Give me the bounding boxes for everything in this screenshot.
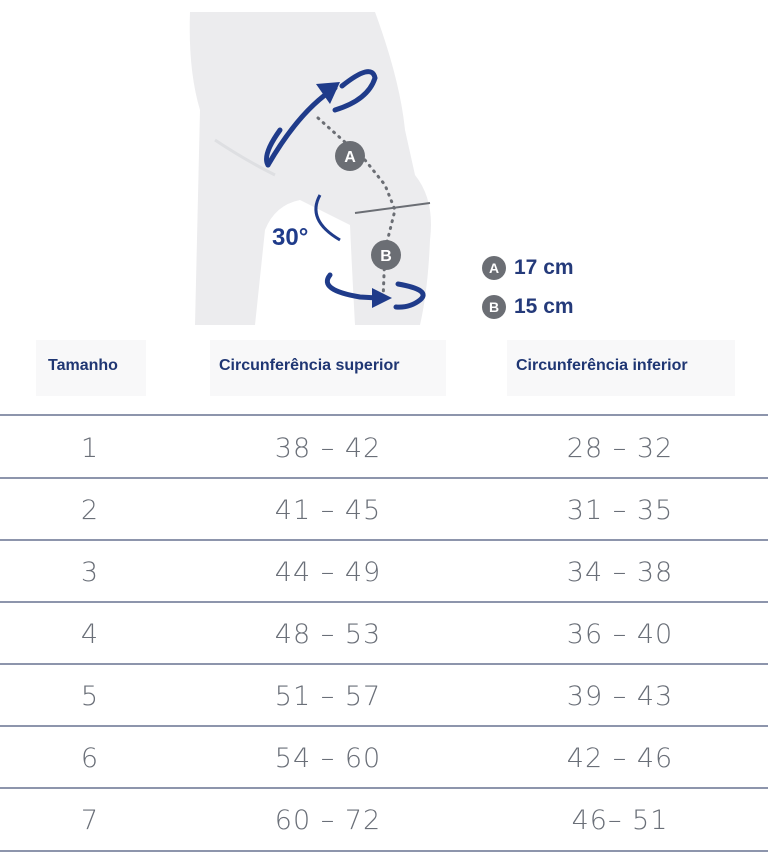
size-cell: 7 bbox=[80, 805, 100, 836]
leg-silhouette bbox=[190, 12, 431, 325]
upper-cell: 44 – 49 bbox=[274, 557, 382, 588]
upper-cell: 60 – 72 bbox=[274, 805, 382, 836]
svg-text:B: B bbox=[380, 248, 392, 265]
lower-cell: 46– 51 bbox=[571, 805, 669, 836]
legend-item-b bbox=[482, 295, 574, 319]
header-size: Tamanho bbox=[48, 357, 118, 374]
lower-cell: 39 – 43 bbox=[566, 681, 674, 712]
lower-cell: 36 – 40 bbox=[566, 619, 674, 650]
header-lower-circumference: Circunferência inferior bbox=[516, 357, 688, 374]
upper-cell: 48 – 53 bbox=[274, 619, 382, 650]
lower-cell: 31 – 35 bbox=[566, 495, 674, 526]
angle-label: 30° bbox=[272, 224, 309, 251]
row-divider bbox=[0, 725, 768, 727]
legend-badge-b: B bbox=[482, 295, 506, 319]
size-cell: 6 bbox=[80, 743, 100, 774]
row-divider bbox=[0, 663, 768, 665]
lower-cell: 34 – 38 bbox=[566, 557, 674, 588]
legend-value-a: 17 cm bbox=[514, 256, 574, 279]
size-cell: 1 bbox=[80, 433, 100, 464]
point-a-badge bbox=[335, 141, 365, 171]
upper-cell: 51 – 57 bbox=[274, 681, 382, 712]
size-cell: 2 bbox=[80, 495, 100, 526]
point-b-badge bbox=[371, 240, 401, 270]
row-divider bbox=[0, 787, 768, 789]
knee-measurement-diagram bbox=[0, 0, 768, 330]
lower-cell: 42 – 46 bbox=[566, 743, 674, 774]
row-divider bbox=[0, 850, 768, 852]
upper-cell: 54 – 60 bbox=[274, 743, 382, 774]
legend-badge-a: A bbox=[482, 256, 506, 280]
lower-cell: 28 – 32 bbox=[566, 433, 674, 464]
size-cell: 3 bbox=[80, 557, 100, 588]
size-cell: 5 bbox=[80, 681, 100, 712]
legend-item-a bbox=[482, 256, 574, 280]
upper-cell: 41 – 45 bbox=[274, 495, 382, 526]
upper-cell: 38 – 42 bbox=[274, 433, 382, 464]
svg-text:A: A bbox=[344, 149, 356, 166]
row-divider bbox=[0, 477, 768, 479]
size-cell: 4 bbox=[80, 619, 100, 650]
header-upper-circumference: Circunferência superior bbox=[219, 357, 400, 374]
row-divider bbox=[0, 601, 768, 603]
legend-value-b: 15 cm bbox=[514, 295, 574, 318]
row-divider bbox=[0, 414, 768, 416]
row-divider bbox=[0, 539, 768, 541]
